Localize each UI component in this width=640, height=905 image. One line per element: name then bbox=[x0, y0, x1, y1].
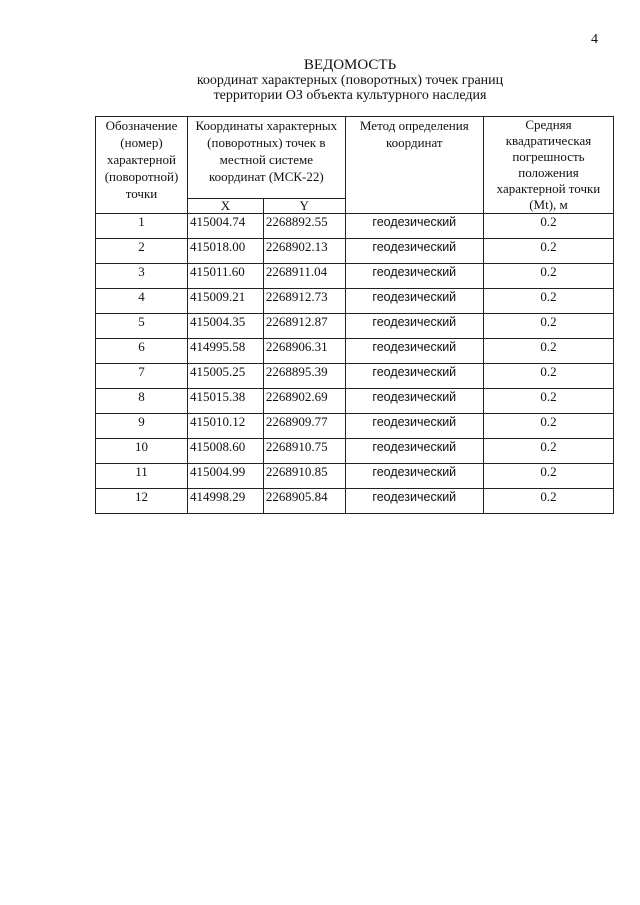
title-heading: ВЕДОМОСТЬ bbox=[303, 57, 397, 73]
cell-y: 2268892.55 bbox=[263, 214, 345, 239]
cell-y: 2268905.84 bbox=[263, 489, 345, 514]
table-row bbox=[96, 439, 614, 464]
table-body bbox=[96, 214, 614, 514]
cell-x: 415004.74 bbox=[187, 214, 263, 239]
document-title bbox=[0, 58, 640, 103]
cell-y: 2268910.75 bbox=[263, 439, 345, 464]
cell-y: 2268909.77 bbox=[263, 414, 345, 439]
cell-method: геодезический bbox=[345, 239, 483, 264]
cell-method: геодезический bbox=[345, 364, 483, 389]
cell-point-number: 2 bbox=[96, 239, 188, 264]
table-row bbox=[96, 364, 614, 389]
cell-y: 2268912.73 bbox=[263, 289, 345, 314]
title-subheading-line1: координат характерных (поворотных) точек границ bbox=[196, 73, 504, 88]
header-point-designation: Обозначение (номер) характерной (поворотной) точки bbox=[96, 117, 188, 214]
header-y: Y bbox=[263, 199, 345, 214]
cell-y: 2268906.31 bbox=[263, 339, 345, 364]
table-row bbox=[96, 214, 614, 239]
cell-method: геодезический bbox=[345, 439, 483, 464]
cell-error: 0.2 bbox=[483, 339, 613, 364]
cell-x: 415005.25 bbox=[187, 364, 263, 389]
cell-error: 0.2 bbox=[483, 364, 613, 389]
cell-error: 0.2 bbox=[483, 439, 613, 464]
cell-error: 0.2 bbox=[483, 464, 613, 489]
cell-point-number: 5 bbox=[96, 314, 188, 339]
cell-x: 415004.99 bbox=[187, 464, 263, 489]
cell-point-number: 4 bbox=[96, 289, 188, 314]
cell-error: 0.2 bbox=[483, 289, 613, 314]
cell-point-number: 8 bbox=[96, 389, 188, 414]
cell-method: геодезический bbox=[345, 314, 483, 339]
cell-x: 415004.35 bbox=[187, 314, 263, 339]
cell-y: 2268902.69 bbox=[263, 389, 345, 414]
cell-x: 415008.60 bbox=[187, 439, 263, 464]
cell-error: 0.2 bbox=[483, 314, 613, 339]
cell-method: геодезический bbox=[345, 414, 483, 439]
cell-point-number: 3 bbox=[96, 264, 188, 289]
cell-error: 0.2 bbox=[483, 414, 613, 439]
cell-y: 2268910.85 bbox=[263, 464, 345, 489]
cell-method: геодезический bbox=[345, 489, 483, 514]
cell-y: 2268911.04 bbox=[263, 264, 345, 289]
cell-error: 0.2 bbox=[483, 214, 613, 239]
table-row bbox=[96, 289, 614, 314]
cell-x: 414998.29 bbox=[187, 489, 263, 514]
cell-point-number: 1 bbox=[96, 214, 188, 239]
cell-method: геодезический bbox=[345, 389, 483, 414]
cell-x: 414995.58 bbox=[187, 339, 263, 364]
cell-x: 415009.21 bbox=[187, 289, 263, 314]
cell-error: 0.2 bbox=[483, 239, 613, 264]
cell-x: 415018.00 bbox=[187, 239, 263, 264]
header-x: X bbox=[187, 199, 263, 214]
table-row bbox=[96, 414, 614, 439]
cell-method: геодезический bbox=[345, 214, 483, 239]
table-row bbox=[96, 489, 614, 514]
title-subheading-line2: территории ОЗ объекта культурного наследия bbox=[213, 88, 487, 103]
cell-error: 0.2 bbox=[483, 489, 613, 514]
cell-x: 415010.12 bbox=[187, 414, 263, 439]
cell-error: 0.2 bbox=[483, 389, 613, 414]
header-mean-square-error: Средняя квадратическая погрешность положения характерной точки (Mt), м bbox=[483, 117, 613, 214]
cell-method: геодезический bbox=[345, 264, 483, 289]
table-row bbox=[96, 464, 614, 489]
cell-point-number: 6 bbox=[96, 339, 188, 364]
cell-point-number: 7 bbox=[96, 364, 188, 389]
cell-y: 2268902.13 bbox=[263, 239, 345, 264]
page-number: 4 bbox=[591, 32, 598, 47]
table-row bbox=[96, 314, 614, 339]
cell-point-number: 9 bbox=[96, 414, 188, 439]
cell-method: геодезический bbox=[345, 464, 483, 489]
table-row bbox=[96, 389, 614, 414]
cell-y: 2268912.87 bbox=[263, 314, 345, 339]
cell-point-number: 11 bbox=[96, 464, 188, 489]
table-row bbox=[96, 239, 614, 264]
table-row bbox=[96, 339, 614, 364]
coordinates-table bbox=[95, 116, 614, 514]
cell-error: 0.2 bbox=[483, 264, 613, 289]
cell-x: 415011.60 bbox=[187, 264, 263, 289]
cell-method: геодезический bbox=[345, 339, 483, 364]
cell-point-number: 10 bbox=[96, 439, 188, 464]
header-coordinates: Координаты характерных (поворотных) точек в местной системе координат (МСК-22) bbox=[187, 117, 345, 199]
cell-point-number: 12 bbox=[96, 489, 188, 514]
cell-method: геодезический bbox=[345, 289, 483, 314]
header-method: Метод определения координат bbox=[345, 117, 483, 214]
cell-y: 2268895.39 bbox=[263, 364, 345, 389]
table-row bbox=[96, 264, 614, 289]
cell-x: 415015.38 bbox=[187, 389, 263, 414]
